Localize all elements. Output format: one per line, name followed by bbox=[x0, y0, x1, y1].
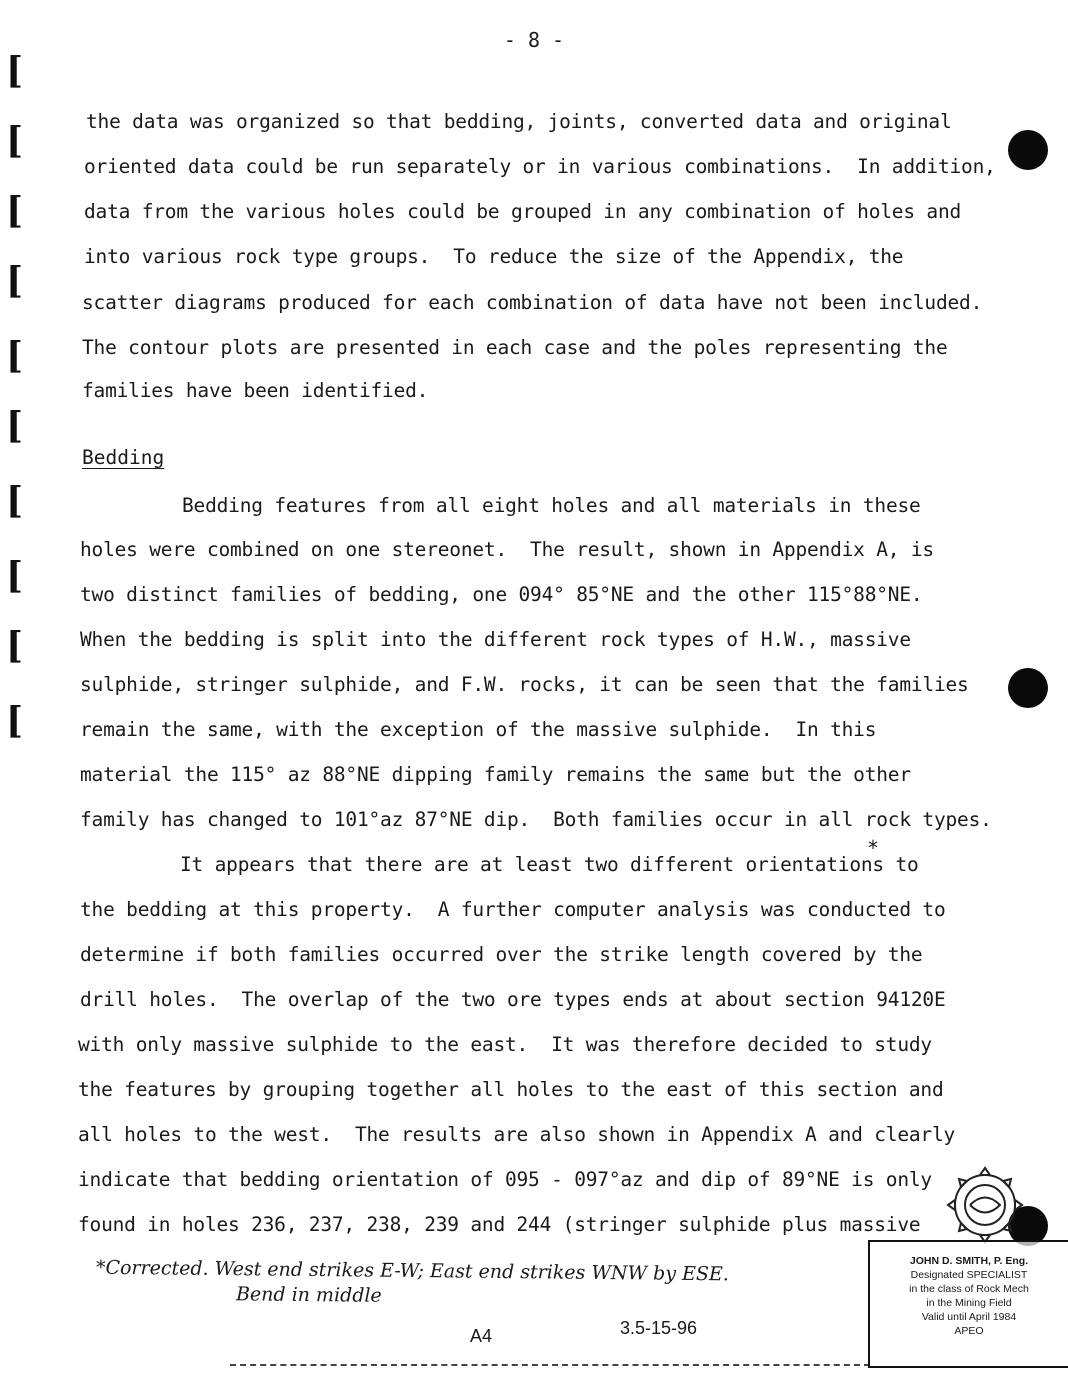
body-line: sulphide, stringer sulphide, and F.W. rocks, it can be seen that the families bbox=[80, 673, 969, 696]
body-line: the data was organized so that bedding, joints, converted data and original bbox=[86, 110, 952, 133]
body-line: Bedding features from all eight holes and all materials in these bbox=[182, 494, 921, 517]
body-line: It appears that there are at least two different orientations to bbox=[180, 853, 919, 876]
margin-bracket-mark: [ bbox=[6, 405, 24, 447]
footer-reference: 3.5-15-96 bbox=[620, 1318, 698, 1338]
body-line: determine if both families occurred over the strike length covered by the bbox=[80, 943, 923, 966]
body-line: scatter diagrams produced for each combination of data have not been included. bbox=[82, 291, 983, 314]
margin-bracket-mark: [ bbox=[6, 335, 24, 377]
margin-bracket-mark: [ bbox=[6, 50, 24, 92]
body-line: the features by grouping together all holes to the east of this section and bbox=[78, 1078, 944, 1101]
stamp-line: JOHN D. SMITH, P. Eng. bbox=[909, 1255, 1029, 1267]
body-line: found in holes 236, 237, 238, 239 and 244 (stringer sulphide plus massive bbox=[78, 1213, 921, 1236]
margin-bracket-mark: [ bbox=[6, 625, 24, 667]
body-line: holes were combined on one stereonet. The result, shown in Appendix A, is bbox=[80, 538, 934, 561]
margin-bracket-mark: [ bbox=[6, 480, 24, 522]
margin-bracket-mark: [ bbox=[6, 700, 24, 742]
footer-page-code: A4 bbox=[470, 1326, 493, 1346]
punch-hole bbox=[1008, 130, 1048, 170]
body-line: all holes to the west. The results are also shown in Appendix A and clearly bbox=[78, 1123, 956, 1146]
body-line: family has changed to 101°az 87°NE dip. Both families occur in all rock types. bbox=[80, 808, 992, 831]
body-line: data from the various holes could be grouped in any combination of holes and bbox=[84, 200, 962, 223]
handwritten-note: Bend in middle bbox=[235, 1283, 382, 1307]
body-line: the bedding at this property. A further computer analysis was conducted to bbox=[80, 898, 946, 921]
body-line: into various rock type groups. To reduce the size of the Appendix, the bbox=[84, 245, 904, 268]
margin-bracket-mark: [ bbox=[6, 260, 24, 302]
section-heading: Bedding bbox=[82, 446, 165, 469]
handwritten-note: *Corrected. West end strikes E-W; East end strikes WNW by ESE. bbox=[95, 1256, 729, 1286]
margin-bracket-mark: [ bbox=[6, 190, 24, 232]
body-line: remain the same, with the exception of the massive sulphide. In this bbox=[80, 718, 877, 741]
stamp-line: Valid until April 1984 bbox=[921, 1311, 1017, 1323]
page-number: - 8 - bbox=[503, 28, 565, 52]
margin-bracket-mark: [ bbox=[6, 120, 24, 162]
handwritten-asterisk: * bbox=[868, 836, 878, 860]
stamp-line: in the class of Rock Mech bbox=[909, 1283, 1029, 1295]
body-line: material the 115° az 88°NE dipping family remains the same but the other bbox=[80, 763, 911, 786]
body-line: drill holes. The overlap of the two ore types ends at about section 94120E bbox=[80, 988, 946, 1011]
stamp-line: APEO bbox=[954, 1325, 984, 1337]
margin-bracket-mark: [ bbox=[6, 555, 24, 597]
stamp-line: in the Mining Field bbox=[926, 1297, 1012, 1309]
body-line: indicate that bedding orientation of 095 - 097°az and dip of 89°NE is only bbox=[78, 1168, 932, 1191]
body-line: The contour plots are presented in each case and the poles representing the bbox=[82, 336, 948, 359]
footer-rule bbox=[230, 1364, 870, 1366]
body-line: When the bedding is split into the different rock types of H.W., massive bbox=[80, 628, 911, 651]
engineer-stamp bbox=[868, 1240, 1068, 1368]
body-line: two distinct families of bedding, one 094° 85°NE and the other 115°88°NE. bbox=[80, 583, 923, 606]
punch-hole bbox=[1008, 668, 1048, 708]
body-line: families have been identified. bbox=[82, 379, 429, 402]
body-line: with only massive sulphide to the east. It was therefore decided to study bbox=[78, 1033, 932, 1056]
engineering-seal-icon bbox=[930, 1160, 1040, 1250]
stamp-line: Designated SPECIALIST bbox=[910, 1269, 1028, 1281]
body-line: oriented data could be run separately or in various combinations. In addition, bbox=[84, 155, 996, 178]
